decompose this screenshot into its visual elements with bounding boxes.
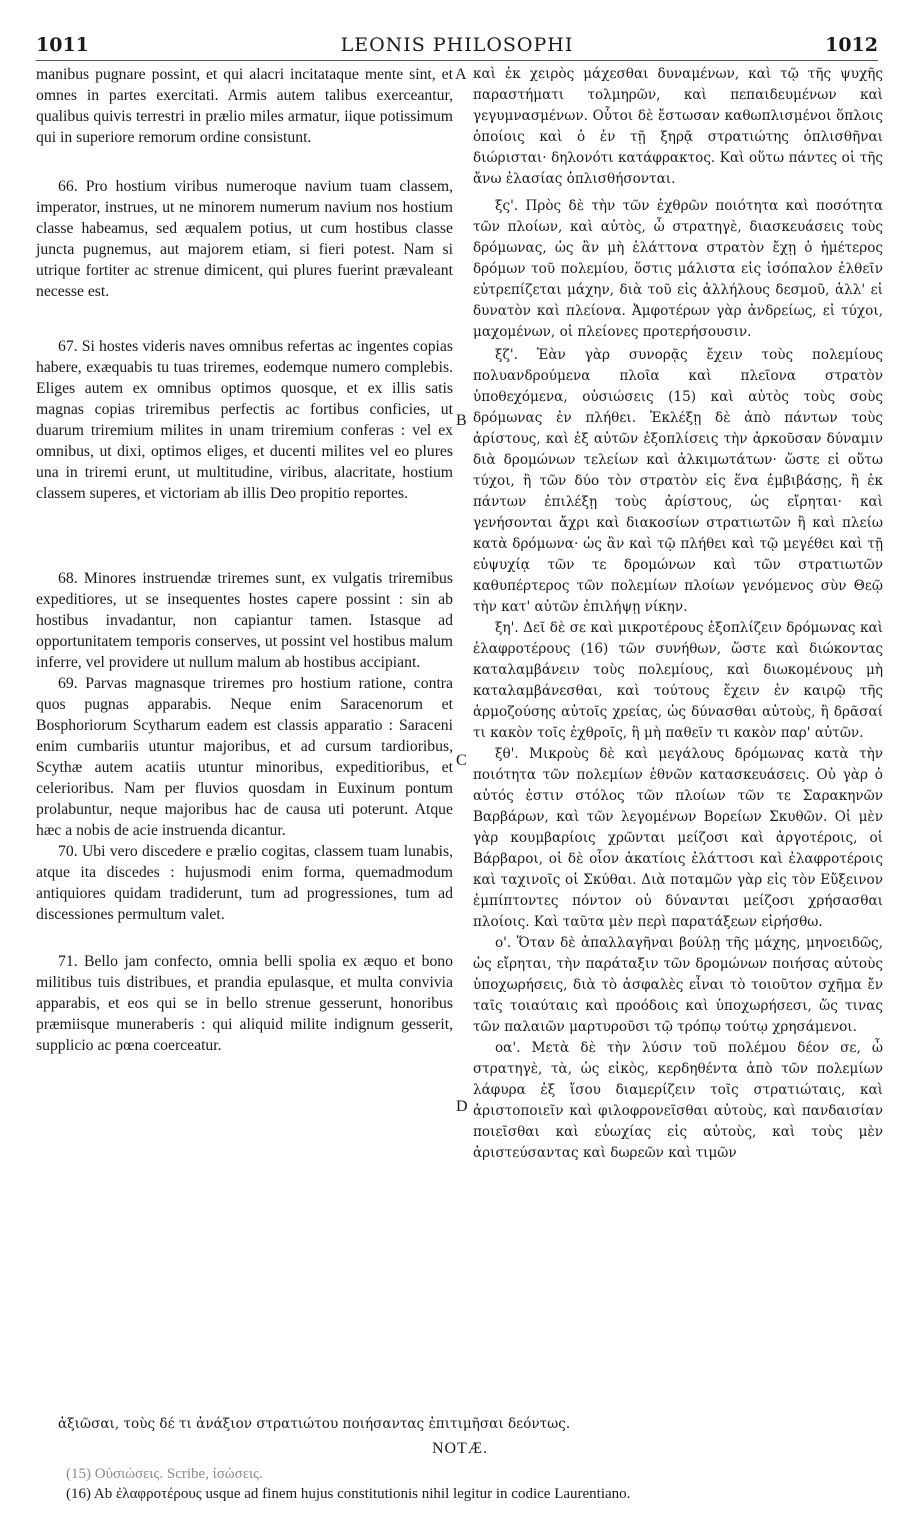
latin-paragraph-70: 70. Ubi vero discedere e prælio cogitas, classem tuam lunabis, atque ita discedes : hujusmodi enim forma, quemadmodum antiquiores quidam tradiderunt, tum ad progressiones, tum ad discessiones permultum valet. (36, 843, 453, 923)
section-marker-c: C (456, 752, 467, 769)
page-header (36, 34, 878, 60)
latin-paragraph-67: 67. Si hostes videris naves omnibus refertas ac ingentes copias habere, exæquabis tu tuas triremes, eodemque numero complebis. Eliges autem ex omnibus optimos quosque, et ex illis satis magnas copias triremibus perfectis ac fortibus conficies, ut duarum triremium milites in unam triremium conferas : vel ex omnibus, ut dixi, optimos eliges, et ducenti milites vel eo plures una in triremi erunt, ut multitudine, viribus, alacritate, hostium classem superes, et victoriam ab illis Deo propitio reportes. (36, 338, 453, 502)
footnote-15: (15) Οὐσιώσεις. Scribe, ἰσώσεις. (66, 1466, 263, 1482)
greek-paragraph-continuation: καὶ ἐκ χειρὸς μάχεσθαι δυναμένων, καὶ τῷ τῆς ψυχῆς παραστήματι τολμηρῶν, καὶ πεπαιδευμένων καὶ γεγυμνασμένων. Οὗτοι δὲ ἔστωσαν καθωπλισμένοι ὅπλοις ὁποίοις καὶ ὁ ἐν τῇ ξηρᾷ στρατιώτης ὁπλισθῆναι διώρισται· δηλονότι κατάφρακτος. Καὶ οὕτω πάντες οἱ τῆς ἄνω ἐλασίας ὁπλισθήσονται. (473, 66, 883, 187)
latin-paragraph-71: 71. Bello jam confecto, omnia belli spolia ex æquo et bono militibus tuis distribues, et prandia epulasque, et multa convivia apparabis, et eos qui se in bello strenue gesserunt, honoribus præmiisque muneraberis : qui aliquid milite indignum gesserit, supplicio ac pœna coerceatur. (36, 953, 453, 1054)
greek-spill-line: ἀξιῶσαι, τοὺς δέ τι ἀνάξιον στρατιώτου ποιήσαντας ἐπιτιμῆσαι δεόντως. (58, 1416, 571, 1432)
greek-paragraph-71: οα'. Μετὰ δὲ τὴν λύσιν τοῦ πολέμου δέον σε, ὦ στρατηγὲ, τὰ, ὡς εἰκὸς, κερδηθέντα ἀπὸ τῶν πολεμίων λάφυρα ἐξ ἴσου διαμερίζειν τοῖς στρατιώταις, καὶ ἀριστοποιεῖν καὶ φιλοφρονεῖσθαι αὐτοὺς, καὶ πανδαισίαν ποιεῖσθαι καὶ εὐωχίας εἰς αὐτοὺς, καὶ τοὺς μὲν ἀριστεύσαντας καὶ δωρεῶν καὶ τιμῶν (473, 1040, 883, 1161)
latin-paragraph-continuation: manibus pugnare possint, et qui alacri incitataque mente sint, et omnes in partes exercitati. Armis autem talibus exerceantur, qualibus quivis terrestri in prælio miles armatur, iique potissimum qui in superiore remorum ordine consistunt. (36, 66, 453, 146)
page-number-right: 1012 (825, 34, 878, 56)
latin-column (36, 64, 453, 1056)
notes-heading: NOTÆ. (431, 1440, 489, 1457)
header-rule (36, 60, 878, 61)
latin-paragraph-69: 69. Parvas magnasque triremes pro hostium ratione, contra quos pugnas apparabis. Neque enim Saracenorum et Bosphoriorum Scytharum eadem est classis apparatio : Saraceni enim cumbariis utuntur majoribus, et ad cursum tardioribus, Scythæ autem acatiis utuntur minoribus, expeditioribus, et celerioribus. Nam per fluvios quosdam in Euxinum pontum prolabuntur, neque majoribus hac de causa uti poterunt. Atque hæc a nobis de acie instruenda dicantur. (36, 675, 453, 839)
greek-column (473, 64, 883, 1164)
greek-paragraph-69: ξθ'. Μικροὺς δὲ καὶ μεγάλους δρόμωνας κατὰ τὴν ποιότητα τῶν πολεμίων ἐθνῶν κατασκευάσεις. Οὐ γὰρ ὁ αὐτός ἐστιν στόλος τῶν πλοίων τῶν τε Σαρακηνῶν Βαρβάρων, καὶ τῶν λεγομένων Βορείων Σκυθῶν. Οἱ μὲν γὰρ κουμβαρίοις χρῶνται μείζοσι καὶ ἀργοτέροις, οἱ Βάρβαροι, οἱ δὲ οἷον ἀκατίοις ἐλάττοσι καὶ ἐλαφροτέροις καὶ ταχινοῖς οἱ Σκύθαι. Διὰ ποταμῶν γὰρ εἰς τὸν Εὔξεινον ἐμπίπτοντες πόντον οὐ δύνανται μείζοσι χρήσασθαι πλοίοις. Καὶ ταῦτα μὲν περὶ παρατάξεων εἰρήσθω. (473, 746, 883, 930)
latin-paragraph-68: 68. Minores instruendæ triremes sunt, ex vulgatis triremibus expeditiores, ut se insequentes hostes capere possint : sin ab hostibus invadantur, non capiantur tamen. Istasque ad opportunitatem temporis conserves, ut possint vel hostibus malum inferre, vel providere ut nullum malum ab hostibus accipiant. (36, 570, 453, 671)
greek-paragraph-68: ξη'. Δεῖ δὲ σε καὶ μικροτέρους ἐξοπλίζειν δρόμωνας καὶ ἐλαφροτέρους (16) τῶν συνήθων, ὥστε καὶ διώκοντας καταλαμβάνειν τοὺς πολεμίους, καὶ διωκομένους μὴ καταλαμβάνεσθαι, καὶ τούτους ἔχειν ἐν καιρῷ τῆς ἁρμοζούσης αὐτοῖς χρείας, ὡς δύνασθαι αὐτοὺς, ἢ δρᾶσαί τι κακὸν τοῖς ἐχθροῖς, ἢ μὴ παθεῖν τι κακὸν παρ' αὐτῶν. (473, 620, 883, 741)
page-number-left: 1011 (36, 34, 89, 56)
section-marker-a: A (455, 66, 467, 83)
latin-paragraph-66: 66. Pro hostium viribus numeroque navium tuam classem, imperator, instrues, ut ne minorem numerum navium nos hostium classe habeamus, sed æqualem potius, ut cum hostibus classe juncta pugnemus, aut majorem etiam, si fieri potest. Nam si utrique fortiter ac strenue dimicent, qui plures fuerint prævaleant necesse est. (36, 178, 453, 300)
running-title: LEONIS PHILOSOPHI (340, 34, 574, 56)
footnote-16: (16) Ab ἐλαφροτέρους usque ad finem hujus constitutionis nihil legitur in codice Laurentiano. (66, 1486, 631, 1502)
greek-paragraph-66: ξς'. Πρὸς δὲ τὴν τῶν ἐχθρῶν ποιότητα καὶ ποσότητα τῶν πλοίων, καὶ αὐτὸς, ὦ στρατηγὲ, διασκευάσεις τοὺς δρόμωνας, ὡς ἂν μὴ ἐλάττονα στρατὸν ἔχῃ ὁ ἡμέτερος δρόμων τοῦ πολεμίου, ὅστις μάλιστα εἰς ἰσόπαλον ἐλθεῖν εὐτρεπίζεται μάχην, διὰ τοῦ εἰς ἀλλήλους δεσμοῦ, ἀλλ' εἰ δυνατὸν καὶ πλείονα. Ἀμφοτέρων γὰρ ἀνδρείως, εἰ τύχοι, μαχομένων, οἱ πλείονες προτερήσουσιν. (473, 198, 883, 340)
greek-paragraph-70: ο'. Ὅταν δὲ ἀπαλλαγῆναι βούλῃ τῆς μάχης, μηνοειδῶς, ὡς εἴρηται, τὴν παράταξιν τῶν δρομώνων ποιήσας αὐτοὺς ὑποχωρήσεις, διὰ τὸ ἀσφαλὲς εἶναι τὸ τοιοῦτον σχῆμα ἔν ταῖς τοιαύταις καὶ προόδοις καὶ ὑποχωρήσεσι, ὥς τινας τῶν παλαιῶν μαρτυροῦσι τῷ τρόπῳ τούτῳ χρησάμενοι. (473, 935, 883, 1035)
footnotes (66, 1464, 896, 1504)
section-marker-b: B (456, 412, 467, 429)
greek-paragraph-67: ξζ'. Ἐὰν γὰρ συνορᾷς ἔχειν τοὺς πολεμίους πολυανδρούμενα πλοῖα καὶ πλεῖονα στρατὸν ὑποθεχόμενα, οὐσιώσεις (15) καὶ αὐτὸς τοὺς σοὺς δρόμωνας ἐν πλήθει. Ἐκλέξῃ δὲ ἀπὸ πάντων τοὺς ἀρίστους, καὶ ἐξ αὐτῶν ἐξοπλίσεις τὴν ἀρκοῦσαν δύναμιν διὰ δρομώνων τελείων καὶ ἀλκιμωτάτων· ὥστε εἰ οὕτω τύχοι, ἢ τῶν δύο τὸν στρατὸν εἰς ἕνα ἐμβιβάσῃς, ἢ ἐκ πάντων ἐπιλέξῃ τοὺς ἀρίστους, ὡς εἴρηται· καὶ γενήσονται ἄχρι καὶ διακοσίων στρατιωτῶν ἢ καὶ πλείω κατὰ δρόμωνα· ὡς ἂν καὶ τῷ πλήθει καὶ τῷ μεγέθει καὶ τῇ εὐψυχίᾳ τῶν τε δρομώνων καὶ τῶν στρατιωτῶν καθυπέρτερος τῶν πολεμίων πλοίων γενόμενος σὺν Θεῷ τὴν κατ' αὐτῶν ἐπιλήψῃ νίκην. (473, 347, 883, 615)
section-marker-d: D (456, 1098, 468, 1115)
